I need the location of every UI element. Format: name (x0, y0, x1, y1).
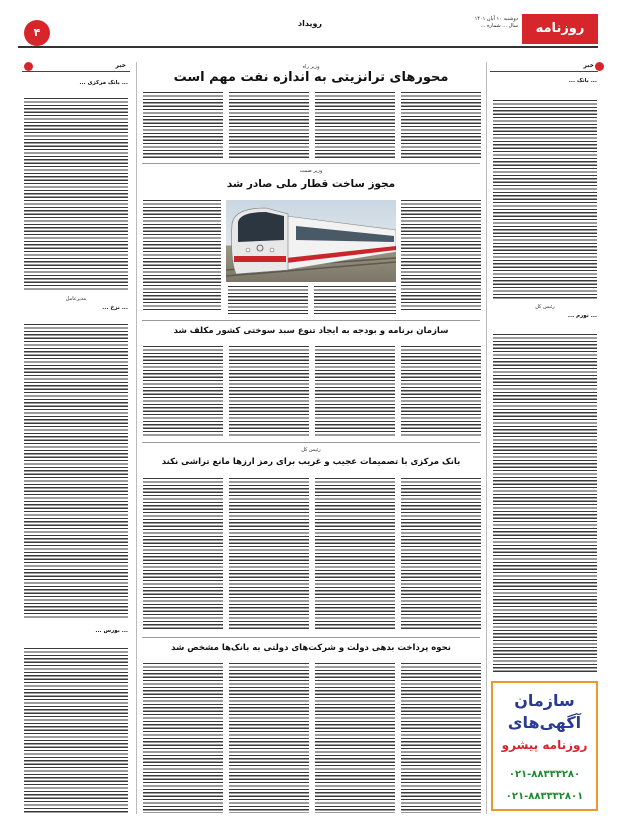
article-3-column (401, 346, 481, 436)
article-4-column (401, 478, 481, 630)
left-column-header (22, 62, 130, 72)
article-4-column (315, 478, 395, 630)
left-item-2-body (24, 324, 128, 620)
article-3-column (315, 346, 395, 436)
bullet-icon (595, 62, 604, 71)
article-2-column (401, 200, 481, 312)
article-3-column (143, 346, 223, 436)
left-item-1-body (24, 98, 128, 290)
ad-line-3: روزنامه پیشرو (501, 738, 588, 752)
issue-date: دوشنبه ۱۰ آبان ۱۴۰۱ (474, 16, 518, 22)
right-column-tag: خبر (583, 62, 594, 69)
article-separator (142, 320, 480, 321)
article-2-headline: مجوز ساخت قطار ملی صادر شد (226, 178, 396, 190)
article-1-column (143, 92, 223, 158)
ad-line-2: آگهی‌های (507, 713, 582, 732)
advertising-box (491, 681, 598, 811)
right-item-1-body (493, 100, 597, 300)
article-5-column (229, 663, 309, 813)
article-separator (142, 442, 480, 443)
right-item-2-title: ... تورم ... (567, 313, 597, 319)
article-2-kicker: وزیر صمت (299, 168, 323, 174)
train-photo (226, 200, 396, 282)
article-1-column (401, 92, 481, 158)
bullet-icon (24, 62, 33, 71)
article-1-kicker: وزیر راه (302, 64, 320, 70)
right-column-header (490, 62, 598, 72)
article-4-headline: بانک مرکزی با تصمیمات عجیب و غریب برای رمز ارزها مانع تراشی نکند (161, 457, 461, 467)
left-item-2-title: ... نرخ ... (102, 305, 128, 311)
article-5-column (401, 663, 481, 813)
article-5-headline: نحوه پرداخت بدهی دولت و شرکت‌های دولتی به بانک‌ها مشخص شد (171, 643, 451, 653)
article-3-column (229, 346, 309, 436)
right-item-1-title: ... بانک ... (568, 78, 597, 84)
ad-line-1: سازمان (514, 691, 575, 710)
right-item-2-body (493, 334, 597, 672)
article-1-column (315, 92, 395, 158)
issue-number: سال ... شماره ... (480, 23, 518, 29)
article-separator (142, 163, 480, 164)
article-4-column (229, 478, 309, 630)
newspaper-logo: روزنامه پیشرو (522, 14, 598, 44)
column-rule (486, 62, 487, 814)
left-item-3-body (24, 648, 128, 814)
left-item-2-kicker: مدیرعامل (65, 296, 87, 302)
article-2-column (228, 286, 308, 314)
ad-phone-1: ۰۲۱-۸۸۳۳۳۲۸۰ (508, 769, 581, 780)
left-column-tag: خبر (115, 62, 126, 69)
left-item-3-title: ... بورس ... (95, 628, 128, 634)
article-separator (142, 637, 480, 638)
article-1-column (229, 92, 309, 158)
train-illustration (226, 200, 396, 282)
section-title: رویداد (297, 19, 323, 28)
ad-phone-2: ۰۲۱-۸۸۳۳۳۲۸۰۱ (505, 791, 584, 802)
article-5-column (143, 663, 223, 813)
issue-info (410, 16, 518, 30)
right-item-2-kicker: رئیس کل (535, 304, 555, 310)
article-1-headline: محورهای ترانزیتی به اندازه نفت مهم است (173, 70, 449, 85)
column-rule (136, 62, 137, 814)
article-3-headline: سازمان برنامه و بودجه به ایجاد تنوع سبد سوختی کشور مکلف شد (173, 326, 449, 336)
article-2-column (143, 200, 221, 312)
article-4-column (143, 478, 223, 630)
article-4-kicker: رئیس کل (301, 447, 321, 453)
article-2-column (314, 286, 396, 314)
left-item-1-title: ... بانک مرکزی ... (79, 80, 128, 86)
page-number-badge: ۴ (24, 20, 50, 46)
article-5-column (315, 663, 395, 813)
